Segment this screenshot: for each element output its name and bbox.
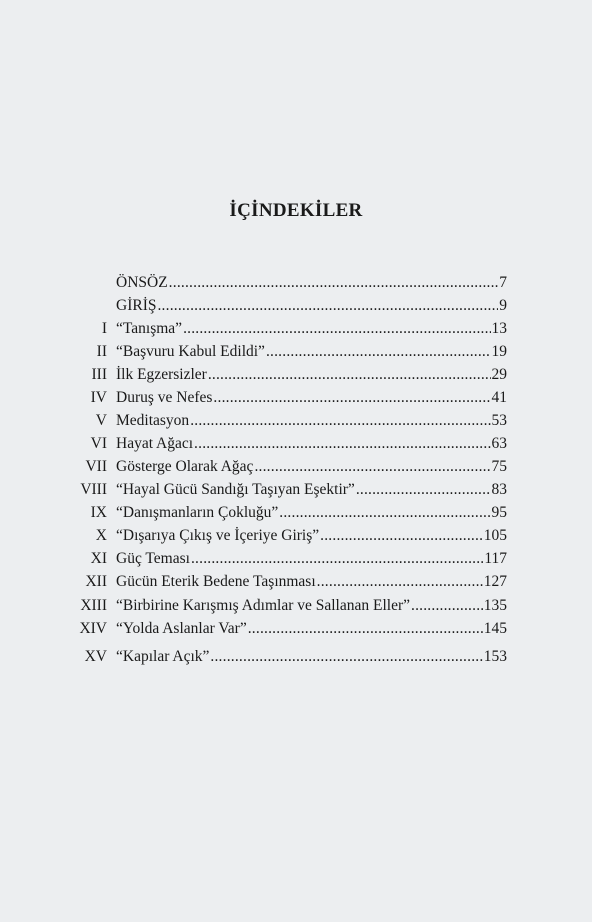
chapter-title: Güç Teması (116, 550, 190, 567)
toc-entry (0, 501, 592, 524)
chapter-title: ÖNSÖZ (116, 274, 168, 291)
toc-entry (0, 317, 592, 340)
entry-line (116, 386, 507, 409)
chapter-title: “Tanışma” (116, 320, 183, 337)
chapter-title: “Kapılar Açık” (116, 648, 210, 665)
chapter-number: V (95, 412, 107, 429)
entry-line (116, 547, 507, 570)
chapter-number: II (96, 343, 107, 360)
toc-entry (0, 432, 592, 455)
entry-line (116, 432, 507, 455)
entry-line (116, 478, 507, 501)
page-number: 153 (483, 648, 507, 665)
toc-entry (0, 294, 592, 317)
chapter-title: “Dışarıya Çıkış ve İçeriye Giriş” (116, 527, 320, 544)
entry-line (116, 363, 507, 386)
chapter-number: III (91, 366, 107, 383)
entry-line (116, 294, 507, 317)
dot-leader (266, 340, 491, 363)
chapter-title: İlk Egzersizler (116, 366, 207, 383)
toc-entry (0, 455, 592, 478)
page-number: 53 (491, 412, 507, 429)
chapter-title: “Yolda Aslanlar Var” (116, 620, 247, 637)
dot-leader (169, 271, 499, 294)
chapter-number: X (95, 527, 107, 544)
chapter-title: Gücün Eterik Bedene Taşınması (116, 573, 316, 590)
chapter-title: “Başvuru Kabul Edildi” (116, 343, 265, 360)
page-number: 145 (483, 620, 507, 637)
page-number: 95 (491, 504, 507, 521)
toc-entry (0, 386, 592, 409)
entry-line (116, 409, 507, 432)
chapter-number: I (101, 320, 107, 337)
dot-leader (411, 594, 483, 617)
entry-line (116, 340, 507, 363)
toc-entry (0, 271, 592, 294)
page-number: 9 (499, 297, 507, 314)
toc-entry (0, 617, 592, 640)
dot-leader (157, 294, 498, 317)
entry-line (116, 271, 507, 294)
page-number: 117 (484, 550, 507, 567)
dot-leader (279, 501, 490, 524)
page-number: 135 (483, 597, 507, 614)
entry-line (116, 501, 507, 524)
page-number: 19 (491, 343, 507, 360)
chapter-title: “Birbirine Karışmış Adımlar ve Sallanan Eller” (116, 597, 410, 614)
dot-leader (248, 617, 483, 640)
page-number: 41 (491, 389, 507, 406)
dot-leader (317, 570, 483, 593)
toc-entry (0, 478, 592, 501)
dot-leader (183, 317, 490, 340)
dot-leader (356, 478, 491, 501)
chapter-number: XIV (79, 620, 107, 637)
page-number: 127 (483, 573, 507, 590)
entry-line (116, 317, 507, 340)
dot-leader (190, 409, 490, 432)
toc-entry (0, 570, 592, 593)
chapter-number: IX (90, 504, 107, 521)
toc-entry (0, 409, 592, 432)
toc-entry (0, 645, 592, 668)
toc-entry (0, 340, 592, 363)
chapter-title: GİRİŞ (116, 297, 157, 314)
page-number: 29 (491, 366, 507, 383)
chapter-number: VIII (80, 481, 107, 498)
chapter-title: “Danışmanların Çokluğu” (116, 504, 279, 521)
toc-entry (0, 524, 592, 547)
entry-line (116, 455, 507, 478)
page-number: 63 (491, 435, 507, 452)
dot-leader (210, 645, 482, 668)
chapter-number: XII (85, 573, 107, 590)
chapter-number: VI (90, 435, 107, 452)
chapter-title: Duruş ve Nefes (116, 389, 213, 406)
dot-leader (320, 524, 483, 547)
entry-line (116, 570, 507, 593)
dot-leader (191, 547, 483, 570)
chapter-title: Hayat Ağacı (116, 435, 194, 452)
dot-leader (213, 386, 490, 409)
dot-leader (254, 455, 490, 478)
page-number: 7 (499, 274, 507, 291)
page-number: 105 (483, 527, 507, 544)
dot-leader (194, 432, 490, 455)
entry-line (116, 617, 507, 640)
chapter-number: VII (85, 458, 107, 475)
toc-entry (0, 594, 592, 617)
chapter-number: XI (90, 550, 107, 567)
chapter-title: Meditasyon (116, 412, 190, 429)
chapter-title: “Hayal Gücü Sandığı Taşıyan Eşektir” (116, 481, 355, 498)
chapter-number: XV (84, 648, 107, 665)
chapter-number: XIII (80, 597, 107, 614)
chapter-number: IV (90, 389, 107, 406)
toc-heading: İÇİNDEKİLER (229, 200, 363, 221)
entry-line (116, 594, 507, 617)
page-number: 83 (491, 481, 507, 498)
entry-line (116, 524, 507, 547)
chapter-title: Gösterge Olarak Ağaç (116, 458, 254, 475)
toc-entry (0, 547, 592, 570)
dot-leader (208, 363, 491, 386)
toc-entry (0, 363, 592, 386)
page-number: 75 (491, 458, 507, 475)
entry-line (116, 645, 507, 668)
page-number: 13 (491, 320, 507, 337)
